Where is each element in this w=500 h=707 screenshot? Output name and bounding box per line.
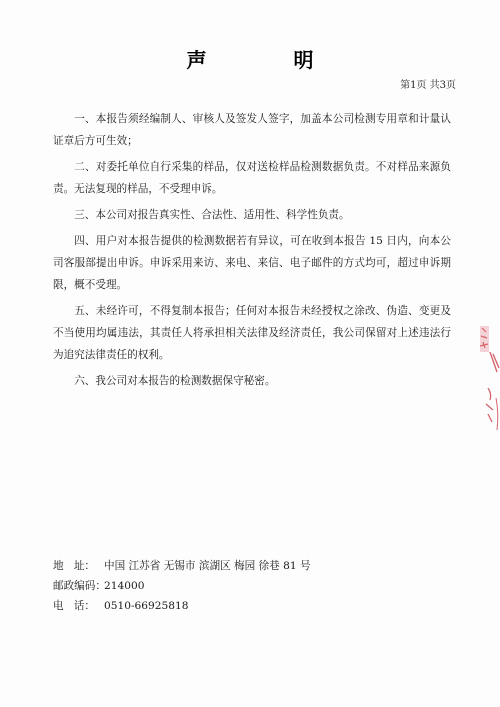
address-label: 地 址：	[53, 560, 95, 572]
phone-row	[53, 596, 311, 616]
phone-value: 0510-66925818	[104, 600, 189, 612]
seal-stamp-fragment	[466, 318, 500, 438]
postcode-value: 214000	[104, 580, 145, 592]
statement-4: 四、用户对本报告提供的检测数据若有异议，可在收到本报告 15 日内，向本公司客服部提出申诉。申诉采用来访、来电、来信、电子邮件的方式均可，超过申诉期限，概不受理。	[53, 235, 451, 291]
postcode-label: 邮政编码：	[53, 580, 106, 592]
statement-3: 三、本公司对报告真实性、合法性、适用性、科学性负责。	[74, 209, 350, 221]
address-value: 中国 江苏省 无锡市 滨湖区 梅园 徐巷 81 号	[104, 560, 311, 572]
statement-6: 六、我公司对本报告的检测数据保守秘密。	[74, 375, 276, 387]
statement-2: 二、对委托单位自行采集的样品，仅对送检样品检测数据负责。不对样品来源负责。无法复现的样品，不受理申诉。	[53, 161, 451, 195]
seal-stamp-graphic	[466, 318, 500, 438]
address-row	[53, 556, 311, 576]
statement-list	[53, 108, 451, 396]
postcode-row	[53, 576, 311, 596]
phone-label: 电 话：	[53, 600, 95, 612]
document-title: 声 明	[186, 48, 354, 72]
page-number: 第1页 共3页	[400, 80, 456, 91]
contact-block	[53, 556, 311, 616]
statement-5: 五、未经许可，不得复制本报告；任何对本报告未经授权之涂改、伪造、变更及不当使用均属违法，其责任人将承担相关法律及经济责任，我公司保留对上述违法行为追究法律责任的权利。	[53, 305, 451, 361]
statement-1: 一、本报告须经编制人、审核人及签发人签字，加盖本公司检测专用章和计量认证章后方可生效；	[53, 113, 451, 147]
